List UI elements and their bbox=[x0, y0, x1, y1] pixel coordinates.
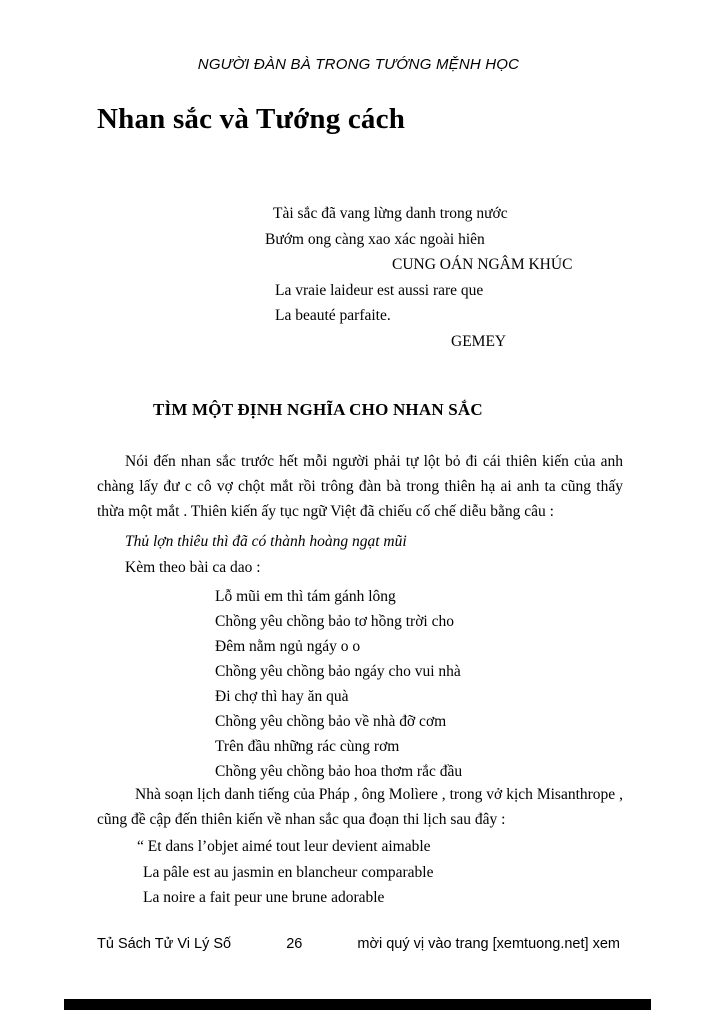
ca-dao-line: Lỗ mũi em thì tám gánh lông bbox=[215, 588, 396, 605]
ca-dao-intro: Kèm theo bài ca dao : bbox=[125, 559, 261, 576]
epigraph-vn-attribution: CUNG OÁN NGÂM KHÚC bbox=[392, 256, 573, 273]
ca-dao-line: Đi chợ thì hay ăn quà bbox=[215, 688, 349, 705]
paragraph-2-line: cũng đề cập đến thiên kiến về nhan sắc qua đoạn thi lịch sau đây : bbox=[97, 811, 506, 828]
paragraph-1-line: chàng lấy đư c cô vợ chột mắt rồi trông đàn bà trong thiên hạ ai anh ta cũng thấy bbox=[97, 478, 623, 495]
french-verse-line: La noire a fait peur une brune adorable bbox=[143, 889, 385, 906]
paragraph-2-line: Nhà soạn lịch danh tiếng của Pháp , ông Molìere , trong vở kịch Misanthrope , bbox=[135, 786, 623, 803]
ca-dao-line: Trên đầu những rác cùng rơm bbox=[215, 738, 400, 755]
ca-dao-line: Chồng yêu chồng bảo ngáy cho vui nhà bbox=[215, 663, 461, 680]
section-heading: TÌM MỘT ĐỊNH NGHĨA CHO NHAN SẮC bbox=[153, 400, 483, 419]
footer-site-note: mời quý vị vào trang [xemtuong.net] xem bbox=[357, 936, 620, 952]
bottom-black-bar bbox=[64, 999, 651, 1010]
epigraph-vn-line: Bướm ong càng xao xác ngoài hiên bbox=[265, 230, 485, 248]
french-verse-block bbox=[137, 834, 434, 911]
epigraph-block bbox=[97, 201, 623, 354]
ca-dao-block bbox=[215, 584, 462, 784]
french-verse-line: La pâle est au jasmin en blancheur comparable bbox=[143, 863, 434, 881]
page-title: Nhan sắc và Tướng cách bbox=[97, 103, 406, 135]
epigraph-fr-attribution: GEMEY bbox=[451, 332, 507, 350]
paragraph-1-line: Nói đến nhan sắc trước hết mỗi người phải tự lột bỏ đi cái thiên kiến của anh bbox=[125, 453, 623, 470]
ca-dao-line: Chồng yêu chồng bảo tơ hồng trời cho bbox=[215, 613, 454, 630]
footer-page-number: 26 bbox=[286, 936, 303, 952]
epigraph-fr-line: La beauté parfaite. bbox=[275, 307, 391, 324]
french-verse-line: “ Et dans l’objet aimé tout leur devient aimable bbox=[137, 838, 431, 855]
running-header: NGƯỜI ĐÀN BÀ TRONG TƯỚNG MỆNH HỌC bbox=[197, 56, 520, 73]
footer-series-title: Tủ Sách Tử Vi Lý Số bbox=[97, 936, 232, 952]
epigraph-fr-line: La vraie laideur est aussi rare que bbox=[275, 281, 484, 299]
paragraph-1-line: thừa một mắt . Thiên kiến ấy tục ngữ Việt đã chiếu cố chế diễu bằng câu : bbox=[97, 503, 554, 520]
paragraph-1 bbox=[97, 449, 623, 524]
ca-dao-line: Chồng yêu chồng bảo hoa thơm rắc đầu bbox=[215, 763, 463, 780]
paragraph-2 bbox=[97, 782, 623, 832]
ca-dao-line: Chồng yêu chồng bảo về nhà đỡ cơm bbox=[215, 713, 447, 730]
epigraph-vn-line: Tài sắc đã vang lừng danh trong nước bbox=[273, 205, 508, 222]
page-footer bbox=[97, 936, 620, 952]
ca-dao-line: Đêm nằm ngủ ngáy o o bbox=[215, 638, 361, 655]
proverb-line: Thủ lợn thiêu thì đã có thành hoàng ngạt mũi bbox=[125, 533, 407, 550]
